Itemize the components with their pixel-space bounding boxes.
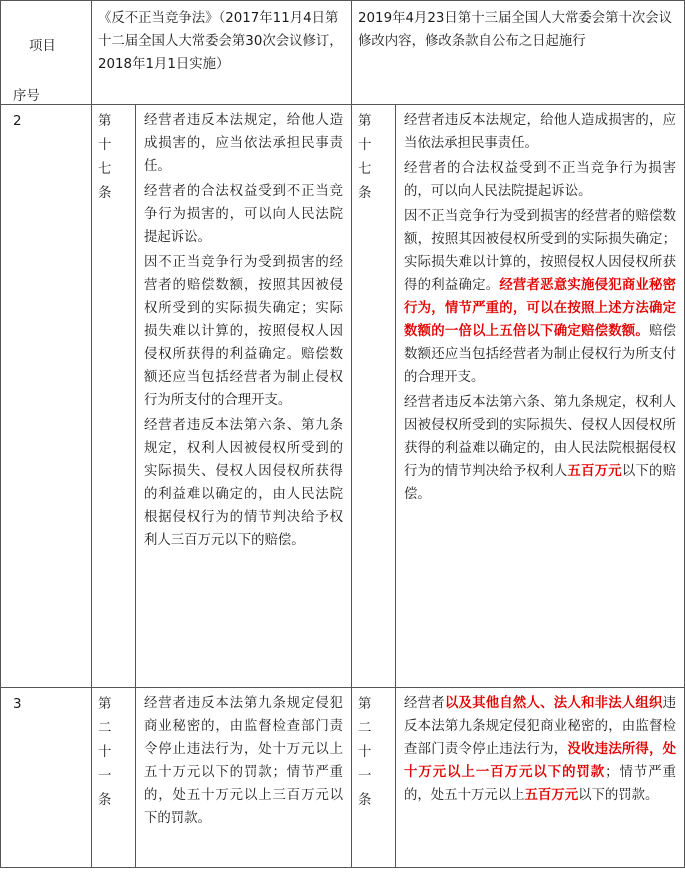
paragraph: 经营者的合法权益受到不正当竞争行为损害的，可以向人民法院提起诉讼。 bbox=[144, 184, 344, 245]
table-row bbox=[1, 105, 685, 688]
paragraph: 经营者违反本法第九条规定侵犯商业秘密的，由监督检查部门责令停止违法行为，处十万元以上五十万元以下的罚款；情节严重的，处五十万元以上三百万元以下的罚款。 bbox=[144, 696, 344, 826]
paragraph: 经营者违反本法规定，给他人造成损害的，应当依法承担民事责任。 bbox=[404, 113, 677, 151]
item-label: 项目 bbox=[29, 39, 56, 54]
header-row bbox=[1, 1, 685, 105]
table-row bbox=[1, 688, 685, 868]
old-law-header: 《反不正当竞争法》（2017年11月4日第十二届全国人大常委会第30次会议修订，2018年1月1日实施） bbox=[92, 1, 352, 105]
paragraph: 经营者以及其他自然人、法人和非法人组织违反本法第九条规定侵犯商业秘密的，由监督检查部门责令停止违法行为，没收违法所得，处十万元以上一百万元以下的罚款；情节严重的，处五十万元以上五百万元以下的罚款。 bbox=[404, 696, 677, 803]
row-seq: 3 bbox=[1, 688, 92, 868]
paragraph: 经营者违反本法第六条、第九条规定，权利人因被侵权所受到的实际损失、侵权人因侵权所获得的利益难以确定的，由人民法院根据侵权行为的情节判决给予权利人五百万元以下的赔偿。 bbox=[404, 395, 677, 502]
amended-text: 没收违法所得，处十万元以上一百万元以下的罚款 bbox=[404, 742, 677, 780]
amended-text: 五百万元 bbox=[524, 788, 579, 803]
item-seq-header-cell bbox=[1, 1, 92, 105]
new-article-number: 第 二 十 一 条 bbox=[352, 688, 396, 868]
paragraph: 经营者的合法权益受到不正当竞争行为损害的，可以向人民法院提起诉讼。 bbox=[404, 161, 677, 199]
old-article-number: 第 十 七 条 bbox=[92, 105, 136, 688]
amended-text: 五百万元 bbox=[567, 464, 622, 479]
amended-text: 经营者恶意实施侵犯商业秘密行为，情节严重的，可以在按照上述方法确定数额的一倍以上五倍以下确定赔偿数额。 bbox=[404, 278, 677, 339]
new-article-number: 第 十 七 条 bbox=[352, 105, 396, 688]
row-seq: 2 bbox=[1, 105, 92, 688]
new-article-text bbox=[396, 688, 685, 868]
new-article-text bbox=[396, 105, 685, 688]
amended-text: 以及其他自然人、法人和非法人组织 bbox=[444, 696, 663, 711]
old-article-text bbox=[136, 105, 352, 688]
paragraph: 因不正当竞争行为受到损害的经营者的赔偿数额，按照其因被侵权所受到的实际损失确定；实际损失难以计算的，按照侵权人因侵权所获得的利益确定。赔偿数额还应当包括经营者为制止侵权行为所支付的合理开支。 bbox=[144, 255, 344, 408]
new-law-header: 2019年4月23日第十三届全国人大常委会第十次会议修改内容，修改条款自公布之日起施行 bbox=[352, 1, 685, 105]
paragraph: 因不正当竞争行为受到损害的经营者的赔偿数额，按照其因被侵权所受到的实际损失确定；实际损失难以计算的，按照侵权人因侵权所获得的利益确定。经营者恶意实施侵犯商业秘密行为，情节严重的，可以在按照上述方法确定数额的一倍以上五倍以下确定赔偿数额。赔偿数额还应当包括经营者为制止侵权行为所支付的合理开支。 bbox=[404, 209, 677, 385]
old-article-text bbox=[136, 688, 352, 868]
paragraph: 经营者违反本法第六条、第九条规定，权利人因被侵权所受到的实际损失、侵权人因侵权所获得的利益难以确定的，由人民法院根据侵权行为的情节判决给予权利人三百万元以下的赔偿。 bbox=[144, 418, 344, 548]
paragraph: 经营者违反本法规定，给他人造成损害的，应当依法承担民事责任。 bbox=[144, 113, 344, 174]
old-article-number: 第 二 十 一 条 bbox=[92, 688, 136, 868]
seq-label: 序号 bbox=[13, 89, 40, 104]
